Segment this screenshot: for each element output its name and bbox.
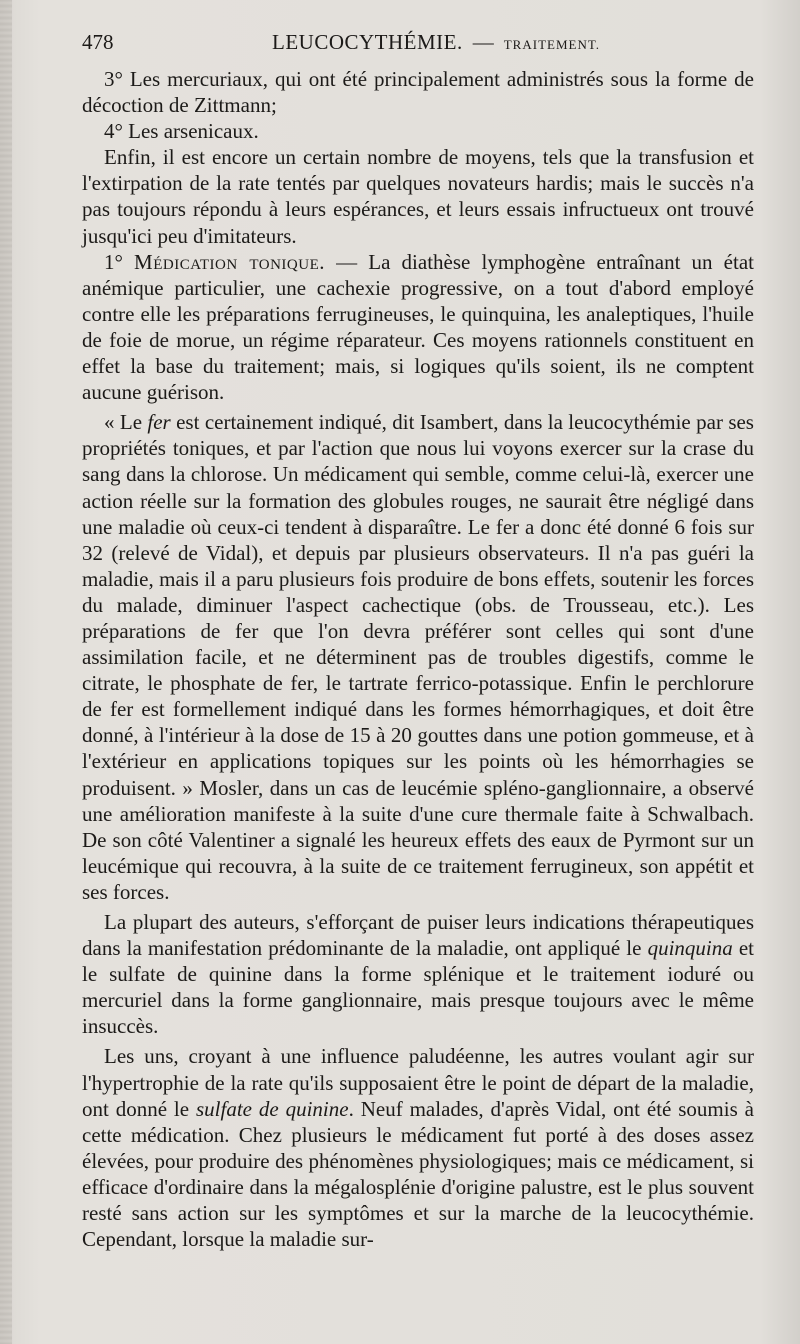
paragraph-arsenicaux: 4° Les arsenicaux. [104,119,259,144]
italic-term-fer: fer [147,410,171,435]
paragraph-text: . Neuf malades, d'après Vidal, ont été soumis à cette médication. Chez plusieurs le médicament fut porté à des doses assez élevées, pour produire des phénomènes physiologiques; mais ce médicament, si efficace d'ordinaire dans la mégalosplénie d'origine palustre, est le plus souvent resté sans action sur les symptômes et sur la marche de la leucocythémie. Cependant, lorsque la maladie sur- [82,1096,754,1252]
header-separator: — [472,30,494,54]
running-title: LEUCOCYTHÉMIE. [272,30,463,54]
paragraph-les-uns [82,1043,754,1252]
paragraph-text: est certainement indiqué, dit Isambert, dans la leucocythémie par ses propriétés toniques, et par l'action que nous lui voyons exercer sur la crase du sang dans la chlorose. Un médicament qui semble, comme celui-là, exercer une action réelle sur la formation des globules rouges, ne saurait être négligé dans une maladie où ceux-ci tendent à disparaître. Le fer a donc été donné 6 fois sur 32 (relevé de Vidal), et depuis par plusieurs observateurs. Il n'a pas guéri la maladie, mais il a paru plusieurs fois produire de bons effets, soutenir les forces du malade, diminuer l'aspect cachectique (obs. de Trousseau, etc.). Les préparations de fer que l'on devra préférer sont celles qui sont d'une assimilation facile, et ne déterminent pas de troubles digestifs, comme le citrate, le phosphate de fer, le tartrate ferrico-potassique. Enfin le perchlorure de fer est formellement indiqué dans les formes hémorrhagiques, et doit être donné, à l'intérieur à la dose de 15 à 20 gouttes dans une potion gommeuse, et à l'extérieur en applications topiques sur les points où les hémorrhagies se produisent. » Mosler, dans un cas de leucémie spléno-ganglionnaire, a observé une amélioration manifeste à la suite d'une cure thermale faite à Schwalbach. De son côté Valentiner a signalé les heureux effets des eaux de Pyrmont sur un leucémique qui recouvra, à la suite de ce traitement ferrugineux, son appétit et ses forces. [82,410,754,904]
paragraph-medication-tonique [82,249,754,406]
italic-term-quinquina: quinquina [647,936,733,961]
section-title: TRAITEMENT. [503,37,601,52]
page-spine-edge [0,0,12,1344]
running-header [82,30,762,60]
quote-open: « Le [104,410,148,435]
paragraph-plupart-des-auteurs [82,909,754,1039]
body-text [82,66,754,1252]
paragraph-text: — La diathèse lymphogène entraînant un état anémique particulier, une cachexie progressive, on a tout d'abord employé contre elle les préparations ferrugineuses, le quinquina, les analeptiques, l'huile de foie de morue, un régime réparateur. Ces moyens rationnels constituent en effet la base du traitement; mais, si logiques qu'ils soient, ils ne comptent aucune guérison. [82,249,754,405]
paragraph-enfin: Enfin, il est encore un certain nombre de moyens, tels que la transfusion et l'extirpation de la rate tentés par quelques novateurs hardis; mais le succès n'a pas toujours répondu à leurs espérances, et leurs essais infructueux ont trouvé jusqu'ici peu d'imitateurs. [82,145,754,248]
italic-term-sulfate-de-quinine: sulfate de quinine [195,1096,349,1121]
paragraph-text: et le sulfate de quinine dans la forme splénique et le traitement ioduré ou mercuriel dans la forme ganglionnaire, mais presque toujours avec le même insuccès. [82,936,755,1039]
section-number: 1° [104,249,135,274]
paragraph-mercuriaux: 3° Les mercuriaux, qui ont été principalement administrés sous la forme de décoction de Zittmann; [82,67,754,118]
section-heading: Médication tonique. [134,249,325,274]
page-number: 478 [82,30,114,54]
paragraph-text: La plupart des auteurs, s'efforçant de puiser leurs indications thérapeutiques dans la manifestation prédominante de la maladie, ont appliqué le [82,910,754,961]
paragraph-text: Les uns, croyant à une influence paludéenne, les autres voulant agir sur l'hypertrophie de la rate qu'ils supposaient être le point de départ de la maladie, ont donné le [82,1044,754,1121]
paragraph-isambert-quote [82,409,754,905]
